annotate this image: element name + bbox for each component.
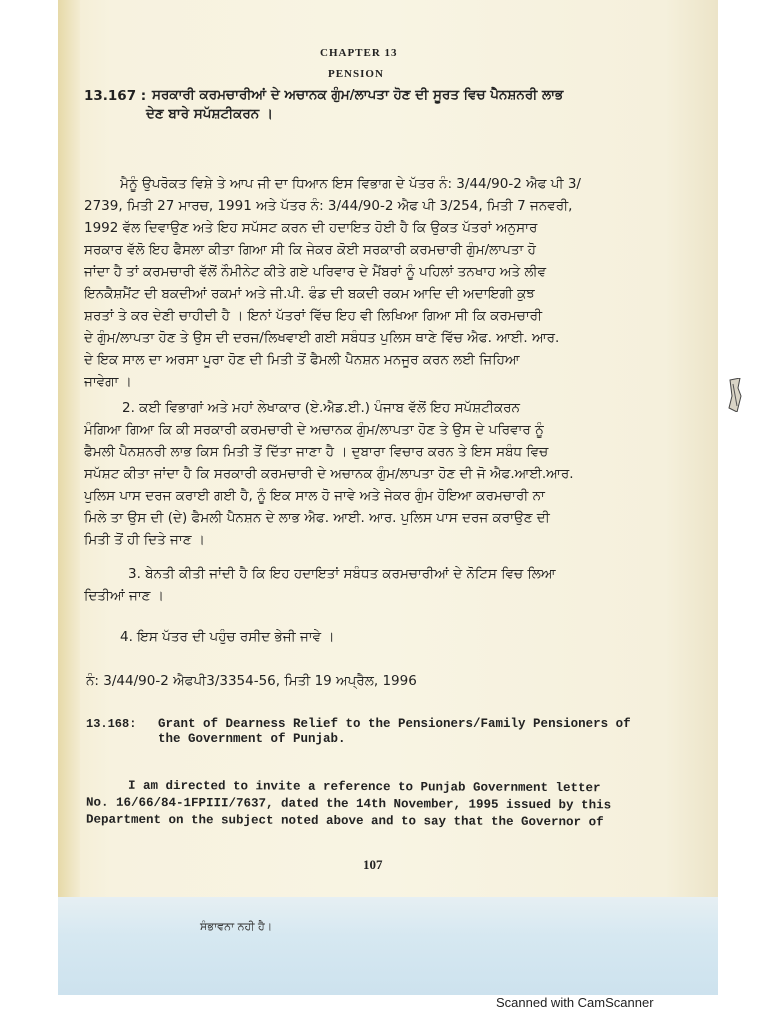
para2-line: ਮਿਲੇ ਤਾ ਉਸ ਦੀ (ਦੇ) ਫੈਮਲੀ ਪੈਨਸ਼ਨ ਦੇ ਲਾਭ ਐਫ. ਆਈ. ਆਰ. ਪੁਲਿਸ ਪਾਸ ਦਰਜ ਕਰਾਉਣ ਦੀ xyxy=(84,510,550,526)
para2-line: ਫੈਮਲੀ ਪੈਨਸ਼ਨਰੀ ਲਾਭ ਕਿਸ ਮਿਤੀ ਤੋਂ ਦਿੱਤਾ ਜਾਣਾ ਹੈ । ਦੁਬਾਰਾ ਵਿਚਾਰ ਕਰਨ ਤੇ ਇਸ ਸਬੰਧ ਵਿਚ xyxy=(84,444,549,460)
para3-line: ਦਿਤੀਆਂ ਜਾਣ । xyxy=(84,588,164,604)
para1-line: ਜਾਂਦਾ ਹੈ ਤਾਂ ਕਰਮਚਾਰੀ ਵੱਲੋਂ ਨੌਮੀਨੇਟ ਕੀਤੇ ਗਏ ਪਰਿਵਾਰ ਦੇ ਮੈਂਬਰਾਂ ਨੂੰ ਪਹਿਲਾਂ ਤਨਖਾਹ ਅਤੇ ਲੀਵ xyxy=(84,264,547,280)
section-13-168-title-line1: Grant of Dearness Relief to the Pensioners/Family Pensioners of xyxy=(158,717,631,731)
scanner-watermark: Scanned with CamScanner xyxy=(496,995,654,1010)
para1-line: ਮੈਨੂੰ ਉਪਰੋਕਤ ਵਿਸ਼ੇ ਤੇ ਆਪ ਜੀ ਦਾ ਧਿਆਨ ਇਸ ਵਿਭਾਗ ਦੇ ਪੱਤਰ ਨੰ: 3/44/90-2 ਐਫ ਪੀ 3/ xyxy=(120,176,581,192)
section-13-168-body-line: I am directed to invite a reference to Punjab Government letter xyxy=(127,778,601,796)
para2-line: 2. ਕਈ ਵਿਭਾਗਾਂ ਅਤੇ ਮਹਾਂ ਲੇਖਾਕਾਰ (ਏ.ਐਡ.ਈ.) ਪੰਜਾਬ ਵੱਲੋਂ ਇਹ ਸਪੱਸ਼ਟੀਕਰਨ xyxy=(122,400,520,416)
section-heading: PENSION xyxy=(328,68,384,80)
section-13-167-number: 13.167 : xyxy=(84,88,147,104)
section-13-167-title-line1: ਸਰਕਾਰੀ ਕਰਮਚਾਰੀਆਂ ਦੇ ਅਚਾਨਕ ਗੁੰਮ/ਲਾਪਤਾ ਹੋਣ ਦੀ ਸੂਰਤ ਵਿਚ ਪੈਨਸ਼ਨਰੀ ਲਾਭ xyxy=(152,87,564,103)
para3-line: 3. ਬੇਨਤੀ ਕੀਤੀ ਜਾਂਦੀ ਹੈ ਕਿ ਇਹ ਹਦਾਇਤਾਂ ਸਬੰਧਤ ਕਰਮਚਾਰੀਆਂ ਦੇ ਨੋਟਿਸ ਵਿਚ ਲਿਆ xyxy=(128,566,556,582)
para2-line: ਪੁਲਿਸ ਪਾਸ ਦਰਜ ਕਰਾਈ ਗਈ ਹੈ, ਨੂੰ ਇਕ ਸਾਲ ਹੋ ਜਾਵੇ ਅਤੇ ਜੇਕਰ ਗੁੰਮ ਹੋਇਆ ਕਰਮਚਾਰੀ ਨਾ xyxy=(84,488,545,504)
bottom-strip xyxy=(58,897,718,995)
footer-text: ਸੰਭਾਵਨਾ ਨਹੀ ਹੈ। xyxy=(200,920,273,933)
para1-line: ਦੇ ਗੁੰਮ/ਲਾਪਤਾ ਹੋਣ ਤੇ ਉਸ ਦੀ ਦਰਜ/ਲਿਖਵਾਈ ਗਈ ਸਬੰਧਤ ਪੁਲਿਸ ਥਾਣੇ ਵਿੱਚ ਐਫ. ਆਈ. ਆਰ. xyxy=(84,330,560,346)
page-number: 107 xyxy=(363,857,383,872)
para4-line: 4. ਇਸ ਪੱਤਰ ਦੀ ਪਹੁੰਚ ਰਸੀਦ ਭੇਜੀ ਜਾਵੇ । xyxy=(120,629,335,645)
para1-line: ਸਰਕਾਰ ਵੱਲੋ ਇਹ ਫੈਸਲਾ ਕੀਤਾ ਗਿਆ ਸੀ ਕਿ ਜੇਕਰ ਕੋਈ ਸਰਕਾਰੀ ਕਰਮਚਾਰੀ ਗੁੰਮ/ਲਾਪਤਾ ਹੋ xyxy=(84,242,536,258)
chapter-heading: CHAPTER 13 xyxy=(320,47,398,59)
para1-line: 1992 ਵੱਲ ਦਿਵਾਉਣ ਅਤੇ ਇਹ ਸਪੱਸਟ ਕਰਨ ਦੀ ਹਦਾਇਤ ਹੋਈ ਹੈ ਕਿ ਉਕਤ ਪੱਤਰਾਂ ਅਨੁਸਾਰ xyxy=(84,220,538,236)
page-edge-scrap xyxy=(728,378,742,412)
section-13-168-body-line: Department on the subject noted above and to say that the Governor of xyxy=(85,812,604,830)
section-13-168-number: 13.168: xyxy=(86,717,137,731)
section-13-167-title-line2: ਦੇਣ ਬਾਰੇ ਸਪੱਸ਼ਟੀਕਰਨ । xyxy=(146,106,274,122)
para1-line: 2739, ਮਿਤੀ 27 ਮਾਰਚ, 1991 ਅਤੇ ਪੱਤਰ ਨੰ: 3/44/90-2 ਐਫ ਪੀ 3/254, ਮਿਤੀ 7 ਜਨਵਰੀ, xyxy=(84,198,573,214)
para2-line: ਮੰਗਿਆ ਗਿਆ ਕਿ ਕੀ ਸਰਕਾਰੀ ਕਰਮਚਾਰੀ ਦੇ ਅਚਾਨਕ ਗੁੰਮ/ਲਾਪਤਾ ਹੋਣ ਤੇ ਉਸ ਦੇ ਪਰਿਵਾਰ ਨੂੰ xyxy=(84,422,544,438)
para1-line: ਸ਼ਰਤਾਂ ਤੇ ਕਰ ਦੇਣੀ ਚਾਹੀਦੀ ਹੈ । ਇਨਾਂ ਪੱਤਰਾਂ ਵਿੱਚ ਇਹ ਵੀ ਲਿਖਿਆ ਗਿਆ ਸੀ ਕਿ ਕਰਮਚਾਰੀ xyxy=(84,308,543,324)
section-13-168-title-line2: the Government of Punjab. xyxy=(158,732,346,746)
para2-line: ਸਪੱਸ਼ਟ ਕੀਤਾ ਜਾਂਦਾ ਹੈ ਕਿ ਸਰਕਾਰੀ ਕਰਮਚਾਰੀ ਦੇ ਅਚਾਨਕ ਗੁੰਮ/ਲਾਪਤਾ ਹੋਣ ਦੀ ਜੋ ਐਫ.ਆਈ.ਆਰ. xyxy=(84,466,574,482)
para1-line: ਜਾਵੇਗਾ । xyxy=(84,374,132,390)
reference-line: ਨੰ: 3/44/90-2 ਐਫਪੀ3/3354-56, ਮਿਤੀ 19 ਅਪ੍ਰੈਲ, 1996 xyxy=(86,673,417,689)
section-13-168-body-line: No. 16/66/84-1FPIII/7637, dated the 14th November, 1995 issued by this xyxy=(85,795,612,813)
para1-line: ਦੇ ਇਕ ਸਾਲ ਦਾ ਅਰਸਾ ਪੂਰਾ ਹੋਣ ਦੀ ਮਿਤੀ ਤੋਂ ਫੈਮਲੀ ਪੈਨਸ਼ਨ ਮਨਜੂਰ ਕਰਨ ਲਈ ਜਿਹਿਆ xyxy=(84,352,520,368)
para2-line: ਮਿਤੀ ਤੋਂ ਹੀ ਦਿਤੇ ਜਾਣ । xyxy=(84,532,205,548)
para1-line: ਇਨਕੈਸ਼ਮੈਂਟ ਦੀ ਬਕਦੀਆਂ ਰਕਮਾਂ ਅਤੇ ਜੀ.ਪੀ. ਫੰਡ ਦੀ ਬਕਦੀ ਰਕਮ ਆਦਿ ਦੀ ਅਦਾਇਗੀ ਕੁਝ xyxy=(84,286,535,302)
